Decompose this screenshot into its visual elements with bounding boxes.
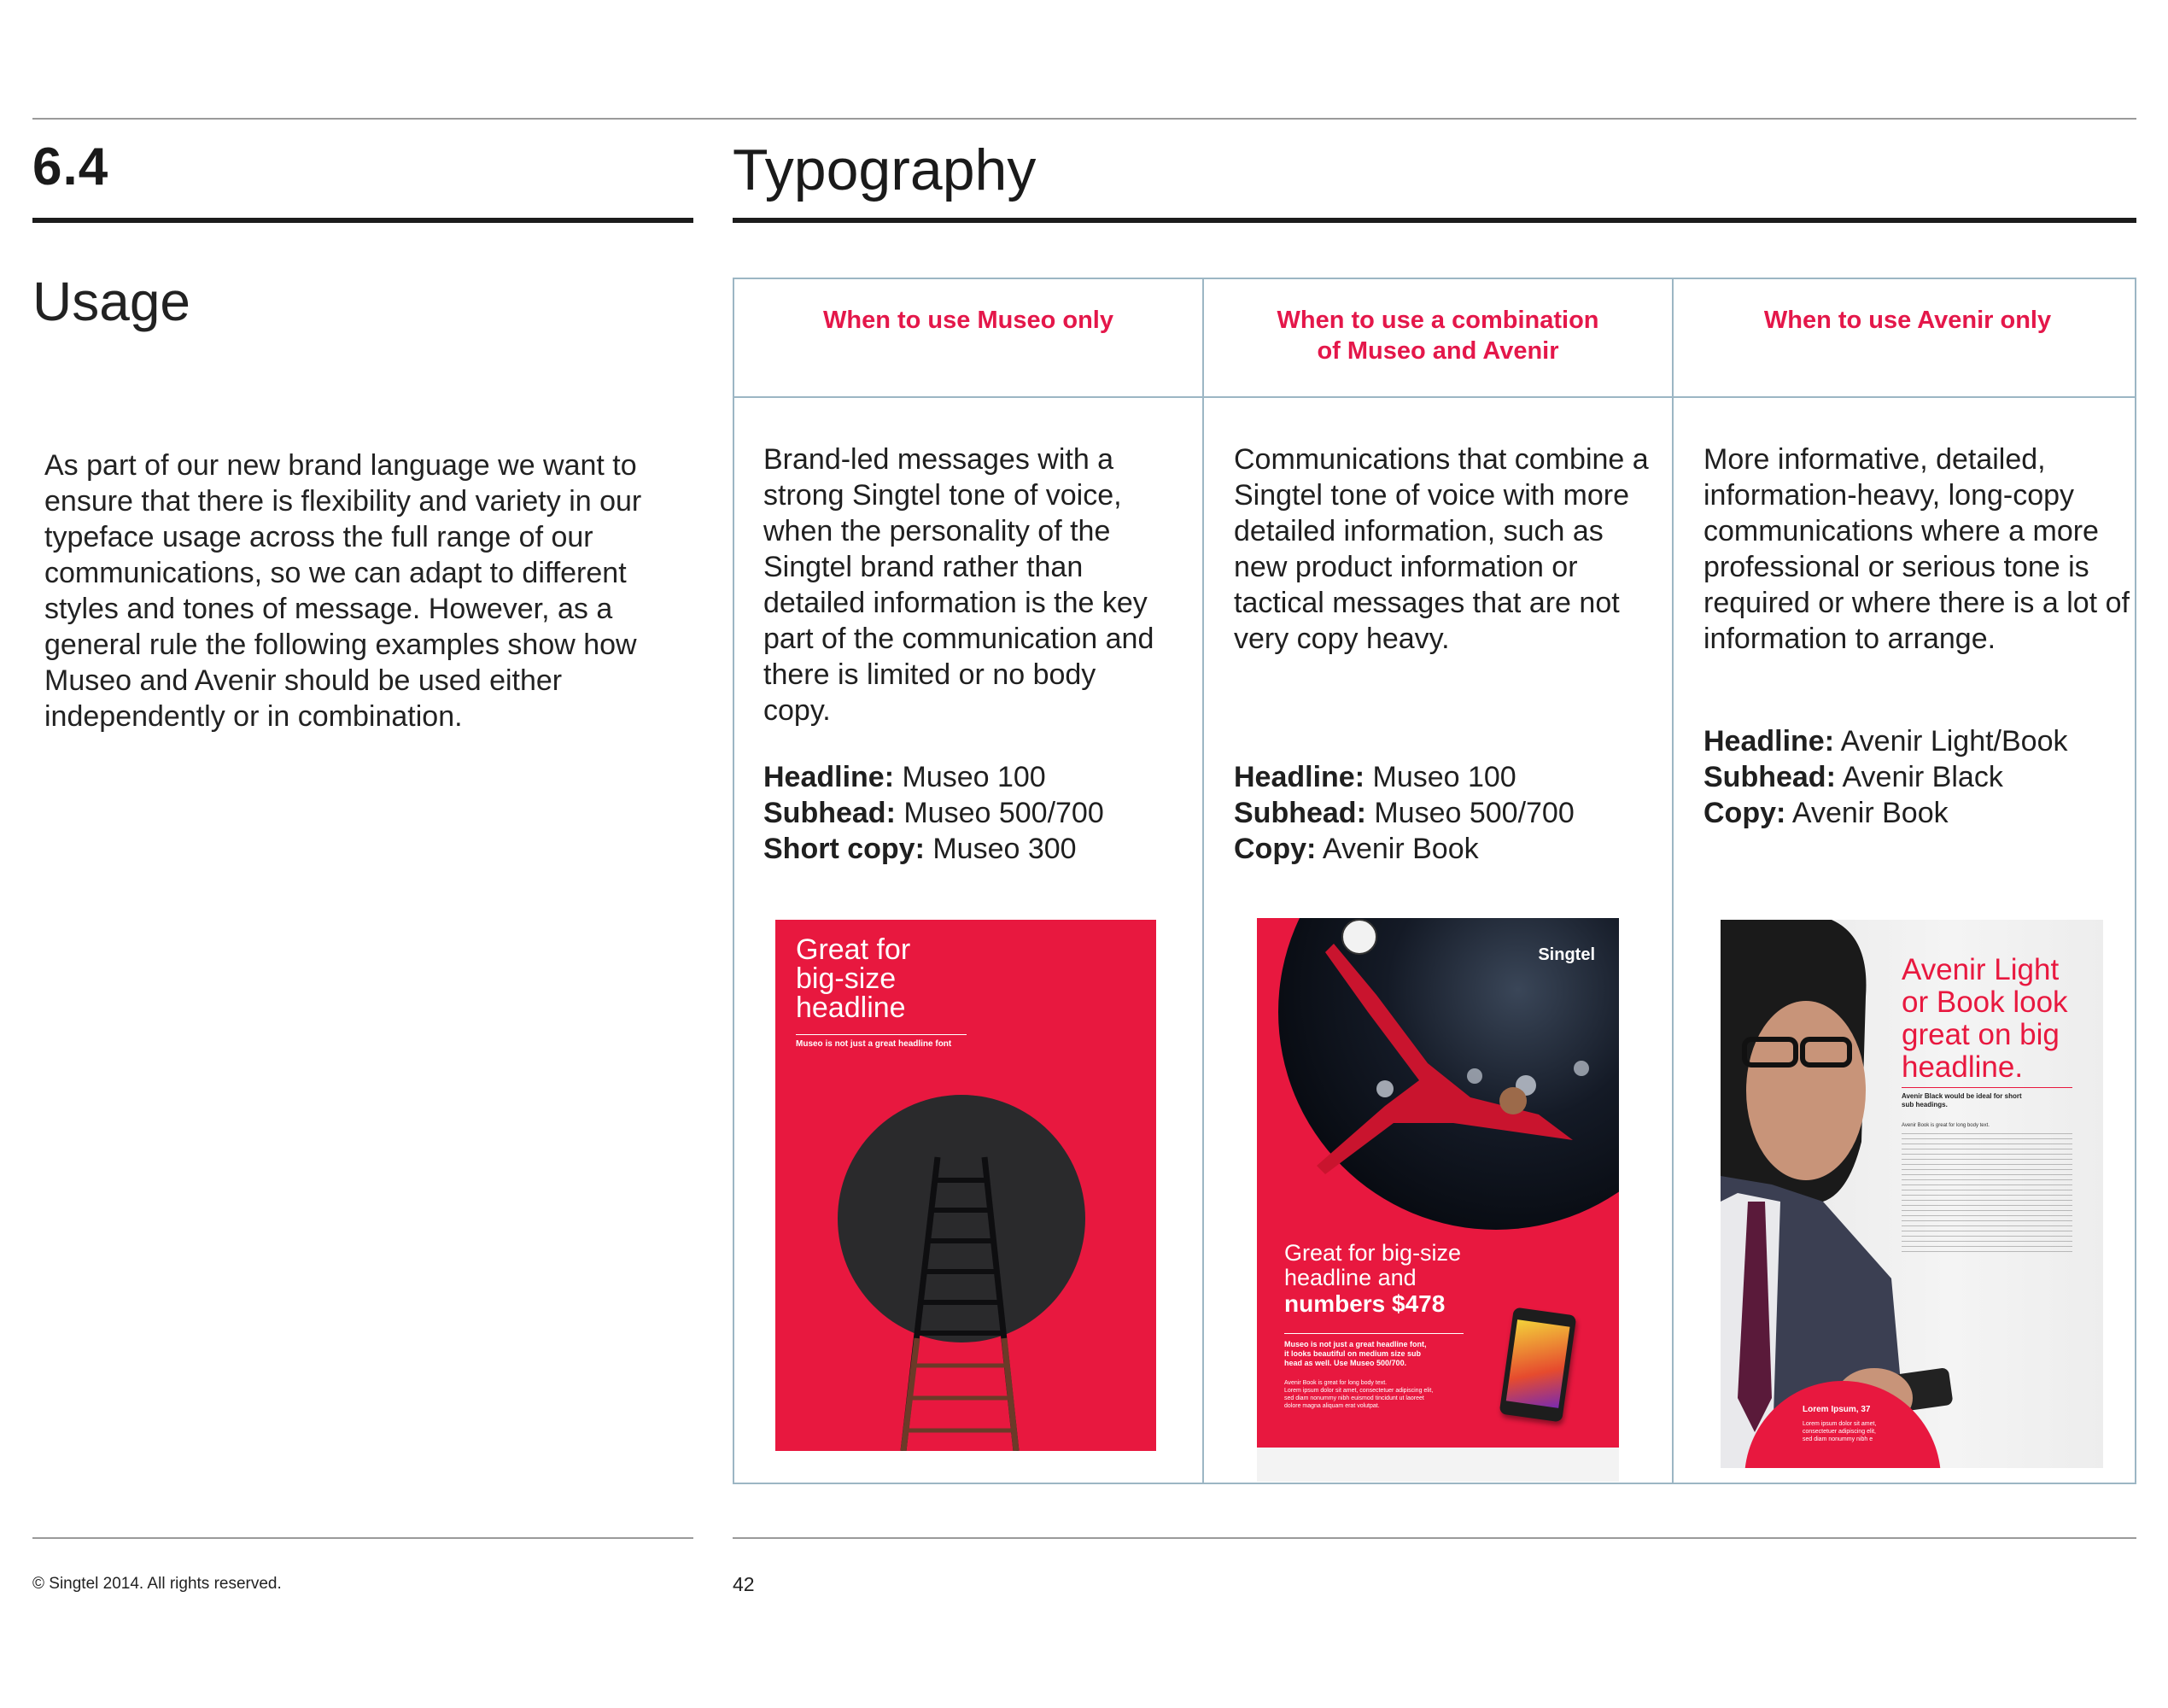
spec-list-avenir [1703, 723, 2068, 831]
poster-avenir-example [1721, 920, 2103, 1468]
badge-line: consectetuer adipiscing elit, [1803, 1429, 1876, 1435]
poster-headline [1902, 954, 2068, 1084]
column-body-avenir: More informative, detailed, information-heavy, long-copy communications where a more professional or serious tone is required or where there is a lot of information to arrange. [1703, 443, 2130, 655]
spec-label: Short copy: [763, 833, 925, 865]
headline-line: Avenir Light [1902, 953, 2060, 986]
column-heading-avenir: When to use Avenir only [1763, 307, 2052, 334]
spec-label: Subhead: [1703, 761, 1836, 793]
spec-row [1703, 723, 2068, 759]
heading-line: of Museo and Avenir [1317, 337, 1559, 365]
subhead-line: it looks beautiful on medium size sub [1284, 1349, 1422, 1358]
poster-museo-example [775, 920, 1156, 1451]
copy-line: Avenir Book is great for long body text. [1284, 1380, 1388, 1386]
column-heading-museo: When to use Museo only [823, 307, 1113, 334]
poster-subhead [1284, 1340, 1427, 1368]
subhead-line: sub headings. [1902, 1101, 1948, 1108]
subhead-line: head as well. Use Museo 500/700. [1284, 1359, 1407, 1367]
section-number-underline [32, 218, 693, 223]
spec-value: Museo 500/700 [1365, 797, 1575, 829]
copyright: © Singtel 2014. All rights reserved. [32, 1575, 282, 1593]
subhead-line: Avenir Black would be ideal for short [1902, 1092, 2022, 1100]
spec-row [1703, 759, 2068, 795]
headline-line: or Book look [1902, 986, 2068, 1019]
headline-line: great on big [1902, 1018, 2060, 1051]
headline-line: Great for [796, 933, 911, 966]
spec-value: Museo 300 [924, 833, 1077, 865]
spec-value: Museo 100 [894, 761, 1046, 793]
headline-line: headline. [1902, 1050, 2024, 1084]
column-heading-combination [1204, 305, 1672, 366]
poster-subhead [1902, 1092, 2022, 1109]
copy-line: Lorem ipsum dolor sit amet, consectetuer adipiscing elit, [1284, 1388, 1434, 1394]
poster-divider [1284, 1333, 1464, 1334]
copy-line: sed diam nonummy nibh euismod tincidunt ut laoreet [1284, 1395, 1424, 1401]
spec-label: Headline: [1703, 725, 1835, 757]
column-body-combination: Communications that combine a Singtel tone of voice with more detailed information, such as new product information or tactical messages that are not very copy heavy. [1234, 443, 1649, 655]
spec-label: Headline: [763, 761, 895, 793]
body-copy-placeholder [1902, 1133, 2072, 1253]
badge-line: Lorem ipsum dolor sit amet, [1803, 1421, 1877, 1427]
subhead-line: Museo is not just a great headline font, [1284, 1340, 1427, 1348]
spec-row [1703, 795, 2068, 831]
badge-copy [1803, 1420, 1876, 1443]
page-number: 42 [733, 1573, 755, 1595]
header-divider [734, 396, 2135, 398]
spec-label: Copy: [1234, 833, 1317, 865]
spec-label: Copy: [1703, 797, 1786, 829]
spec-row [1234, 831, 1575, 867]
footer-rule-right [733, 1537, 2136, 1539]
section-number: 6.4 [32, 137, 109, 196]
column-divider [1202, 279, 1204, 1483]
ladder-illustration [775, 920, 1156, 1451]
headline-bold-line: numbers $478 [1284, 1290, 1446, 1317]
spec-value: Avenir Black [1835, 761, 2003, 793]
copy-line: dolore magna aliquam erat volutpat. [1284, 1403, 1380, 1409]
usage-table [733, 278, 2136, 1484]
spec-row [763, 795, 1104, 831]
spec-label: Subhead: [763, 797, 896, 829]
spec-value: Museo 100 [1364, 761, 1516, 793]
poster-combination-example [1257, 918, 1619, 1482]
page-title: Typography [733, 137, 1037, 202]
spec-list-museo [763, 759, 1104, 867]
top-rule [32, 118, 2136, 120]
section-title-underline [733, 218, 2136, 223]
headline-line: big-size [796, 962, 897, 995]
usage-heading: Usage [32, 271, 190, 332]
spec-value: Museo 500/700 [895, 797, 1104, 829]
poster-subline: Museo is not just a great headline font [796, 1039, 952, 1049]
spec-value: Avenir Book [1785, 797, 1949, 829]
poster-copy-intro: Avenir Book is great for long body text. [1902, 1123, 1990, 1128]
spec-label: Headline: [1234, 761, 1365, 793]
spec-row [1234, 795, 1575, 831]
footer-rule-left [32, 1537, 693, 1539]
poster-headline [1284, 1241, 1461, 1318]
column-body-museo: Brand-led messages with a strong Singtel tone of voice, when the personality of the Singtel brand rather than detailed information is the key part of the communication and there is limited or no body copy. [763, 443, 1154, 727]
column-divider [1672, 279, 1674, 1483]
spec-value: Avenir Book [1316, 833, 1479, 865]
poster-footer-strip [1257, 1448, 1619, 1482]
brand-logo: Singtel [1538, 945, 1595, 964]
poster-copy [1284, 1379, 1433, 1410]
headline-line: headline and [1284, 1265, 1417, 1290]
intro-paragraph: As part of our new brand language we want to ensure that there is flexibility and variety in our typeface usage across the full range of our communications, so we can adapt to different styles and tones of message. However, as a general rule the following examples show how Museo and Avenir should be used either independently or in combination. [44, 449, 642, 733]
spec-row [1234, 759, 1575, 795]
poster-divider [1902, 1087, 2072, 1088]
headline-line: Great for big-size [1284, 1240, 1462, 1266]
badge-line: sed diam nonummy nibh e [1803, 1436, 1873, 1442]
spec-label: Subhead: [1234, 797, 1366, 829]
headline-line: headline [796, 991, 906, 1024]
badge-title: Lorem Ipsum, 37 [1803, 1405, 1871, 1414]
heading-line: When to use a combination [1277, 307, 1599, 334]
spec-row [763, 759, 1104, 795]
spec-row [763, 831, 1104, 867]
spec-value: Avenir Light/Book [1834, 725, 2068, 757]
spec-list-combination [1234, 759, 1575, 867]
